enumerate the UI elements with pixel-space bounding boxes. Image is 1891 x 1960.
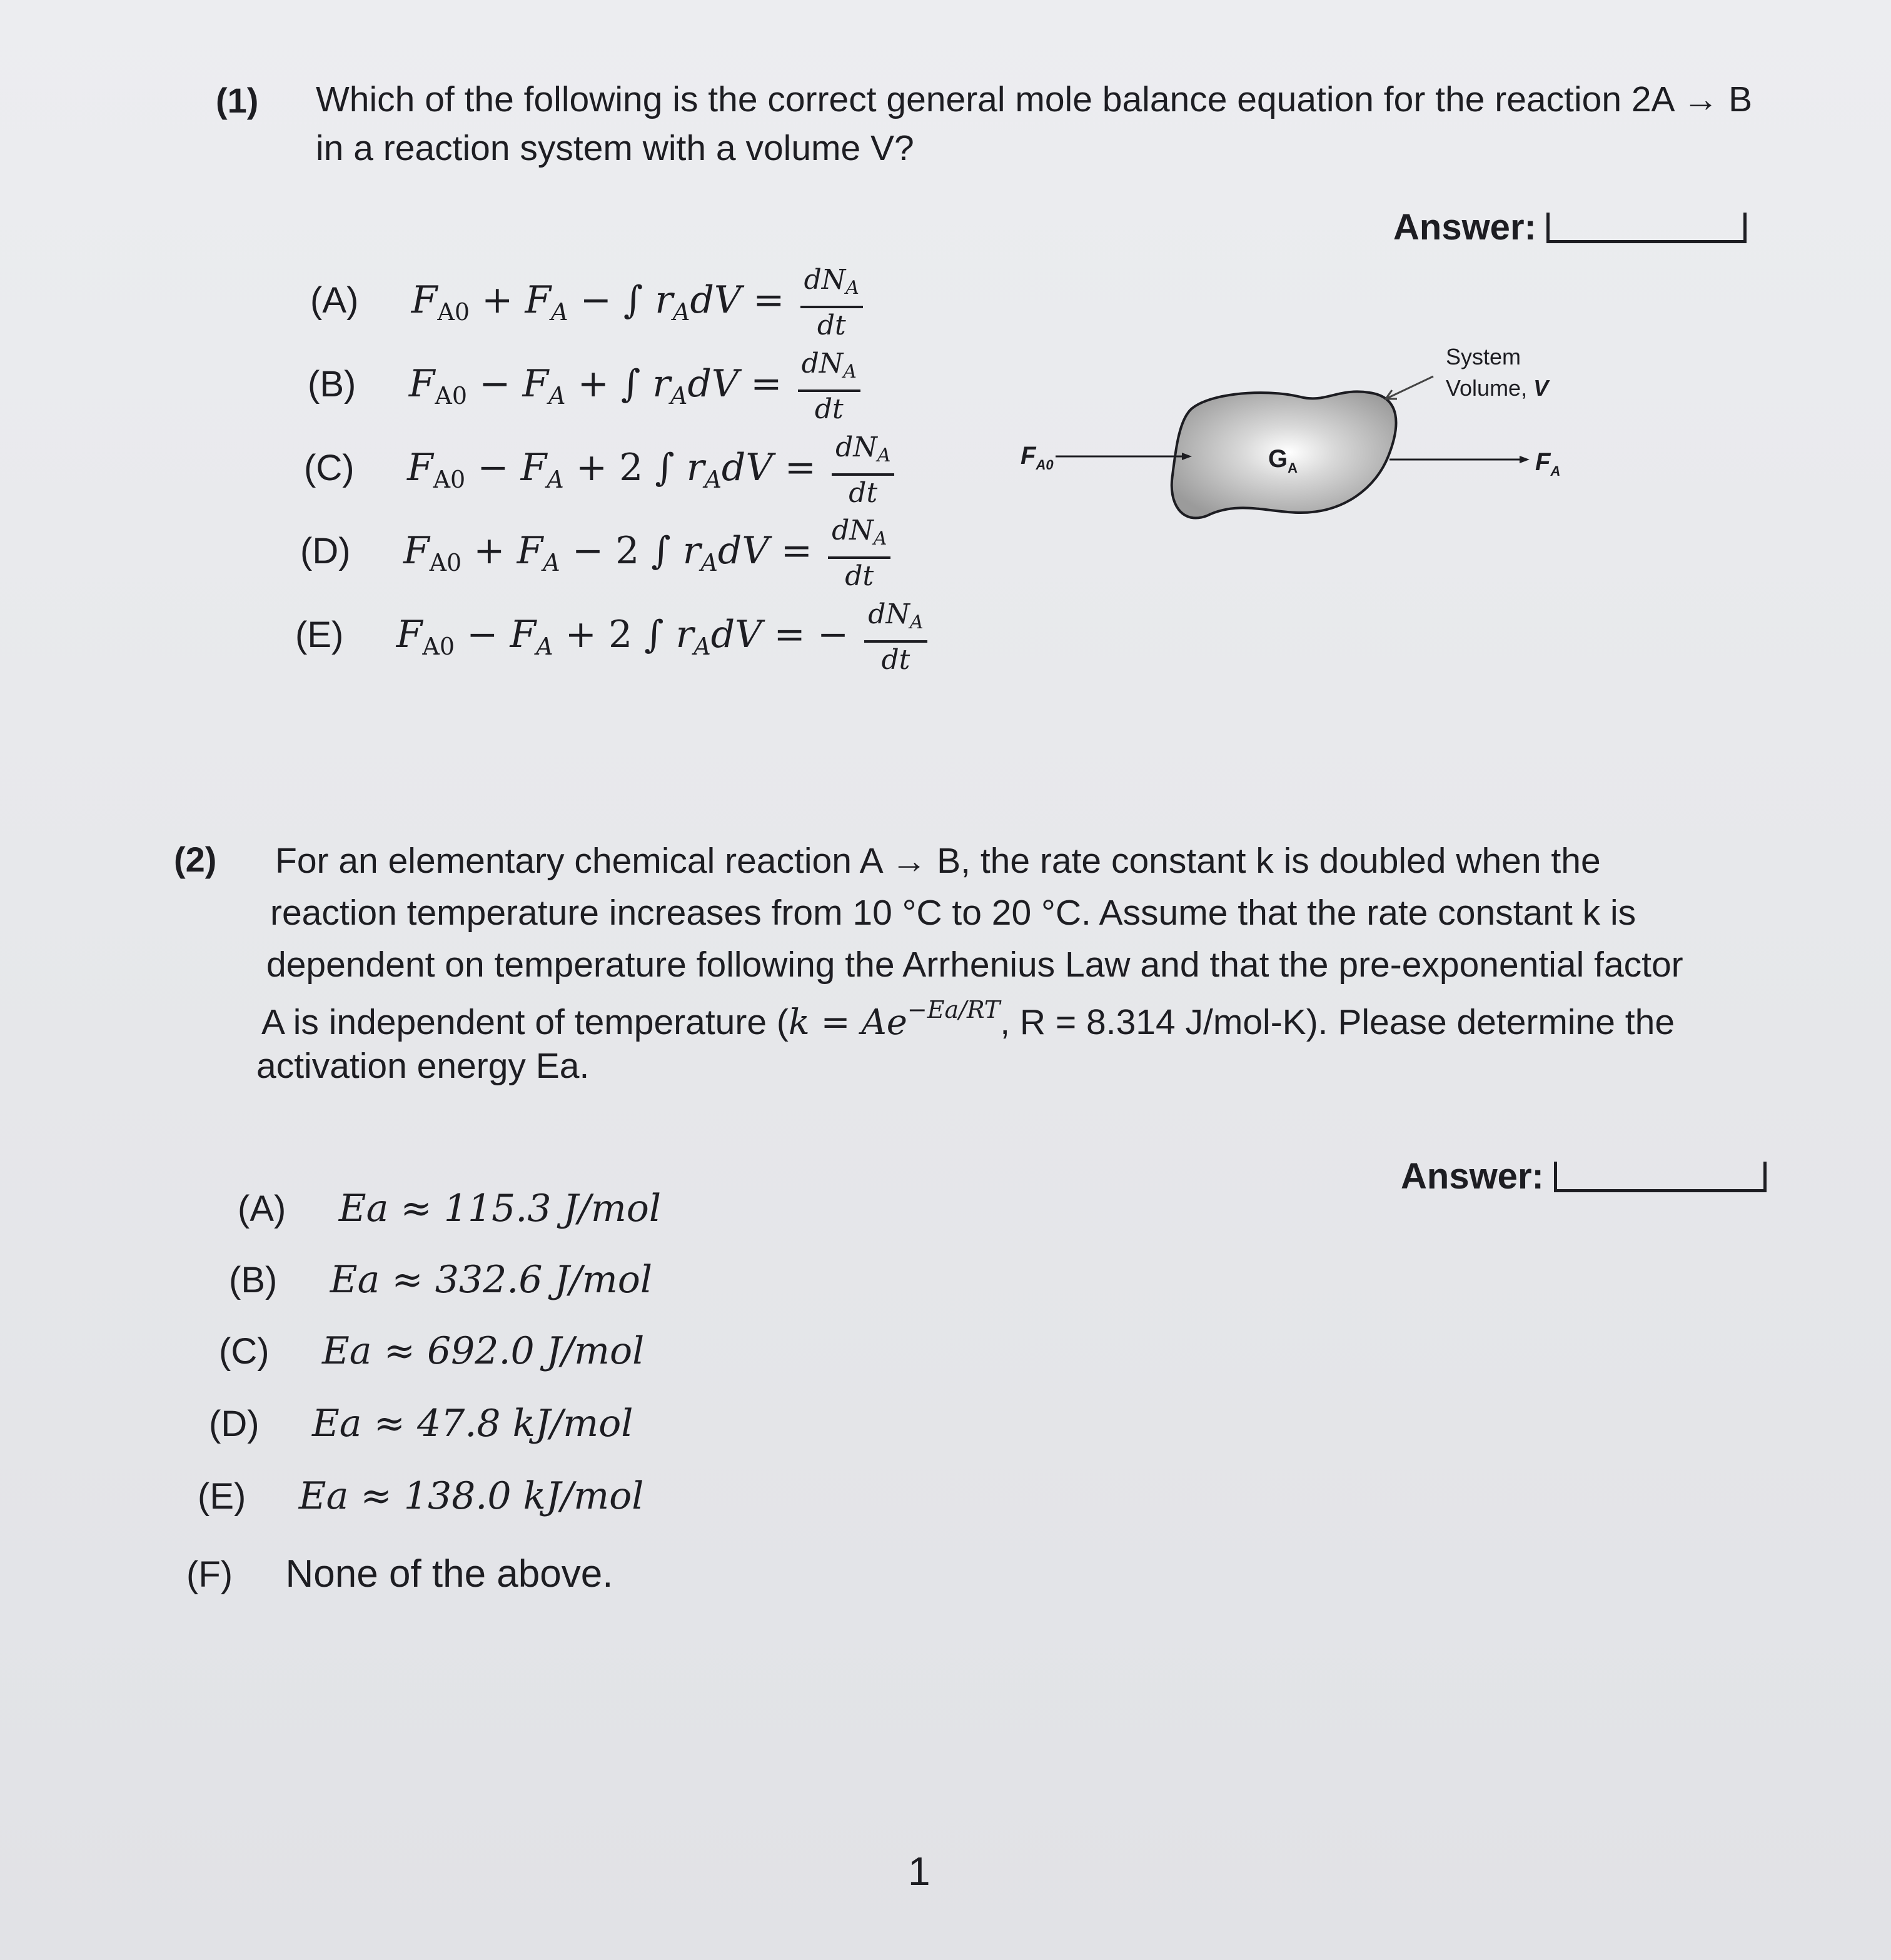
- option-equation: $F_{A0} - F_A$ + ∫ $r_AdV$ = $\frac{dN_A}{dt}$: [409, 362, 860, 406]
- option-value: None of the above.: [285, 1552, 613, 1596]
- option-label: (E): [198, 1476, 246, 1517]
- option-1c[interactable]: [304, 431, 894, 510]
- option-equation: $F_{A0} + F_A - 2$ ∫ $r_AdV$ = $\frac{dN_A}{dt}$: [403, 529, 890, 573]
- question-2-line-1: For an elementary chemical reaction A → B, the rate constant k is doubled when the: [275, 841, 1601, 881]
- question-1-text: Which of the following is the correct general mole balance equation for the reaction 2A → B in a reaction system with a volume V?: [316, 79, 1753, 168]
- option-value: Ea ≈ 115.3 J/mol: [338, 1187, 662, 1230]
- option-label: (A): [238, 1189, 286, 1229]
- answer-box[interactable]: [1546, 213, 1747, 243]
- option-2e[interactable]: [198, 1474, 643, 1518]
- question-2-line-4: A is independent of temperature ($k = Ae^{-Ea/RT}$, R = 8.314 J/mol-K). Please determine the: [261, 996, 1675, 1043]
- question-1-answer: [1393, 206, 1747, 248]
- question-2-line-3: dependent on temperature following the Arrhenius Law and that the pre-exponential factor: [266, 945, 1683, 985]
- option-label: (B): [308, 364, 356, 405]
- answer-box[interactable]: [1554, 1162, 1767, 1192]
- answer-label: Answer:: [1393, 207, 1536, 248]
- option-label: (A): [310, 280, 359, 321]
- option-2c[interactable]: [219, 1329, 644, 1373]
- option-label: (D): [209, 1404, 260, 1444]
- option-value: Ea ≈ 47.8 kJ/mol: [311, 1402, 633, 1445]
- option-equation: $F_{A0} + F_A$ − ∫ $r_AdV$ = $\frac{dN_A}{dt}$: [411, 278, 863, 322]
- option-label: (B): [229, 1260, 278, 1300]
- outlet-arrowhead: [1520, 456, 1530, 463]
- option-value: Ea ≈ 692.0 J/mol: [321, 1329, 645, 1373]
- option-label: (F): [186, 1554, 233, 1595]
- option-label: (D): [300, 531, 351, 572]
- option-equation: $F_{A0} - F_A + 2$ ∫ $r_AdV$ = − $\frac{dN_A}{dt}$: [396, 613, 927, 656]
- option-2b[interactable]: [229, 1258, 652, 1302]
- page-number: 1: [908, 1849, 930, 1894]
- inlet-flow-label: $F_{A0}$: [1021, 442, 1054, 473]
- answer-label: Answer:: [1401, 1156, 1544, 1197]
- generation-label: $G_A$: [1268, 445, 1298, 476]
- question-2-number: (2): [174, 840, 217, 879]
- option-1e[interactable]: [295, 598, 927, 676]
- option-2f[interactable]: [186, 1552, 613, 1596]
- option-1a[interactable]: [310, 264, 863, 342]
- option-2a[interactable]: [238, 1187, 661, 1230]
- option-equation: $F_{A0} - F_A + 2$ ∫ $r_AdV$ = $\frac{dN_A}{dt}$: [407, 446, 894, 490]
- outlet-flow-label: $F_A$: [1535, 448, 1561, 479]
- option-label: (C): [219, 1331, 270, 1372]
- question-2-line-2: reaction temperature increases from 10 °C to 20 °C. Assume that the rate constant k is: [270, 893, 1636, 933]
- question-2-answer: [1401, 1155, 1767, 1197]
- question-1-number: (1): [216, 81, 259, 120]
- option-value: Ea ≈ 332.6 J/mol: [330, 1258, 653, 1302]
- system-pointer-line: [1386, 376, 1433, 399]
- option-2d[interactable]: [209, 1402, 633, 1445]
- option-1b[interactable]: [308, 348, 860, 426]
- question-2-line-5: activation energy Ea.: [256, 1046, 590, 1086]
- option-value: Ea ≈ 138.0 kJ/mol: [298, 1474, 644, 1518]
- system-label: System Volume, V: [1446, 344, 1549, 401]
- option-label: (E): [295, 615, 344, 656]
- option-label: (C): [304, 448, 355, 489]
- option-1d[interactable]: [300, 515, 890, 593]
